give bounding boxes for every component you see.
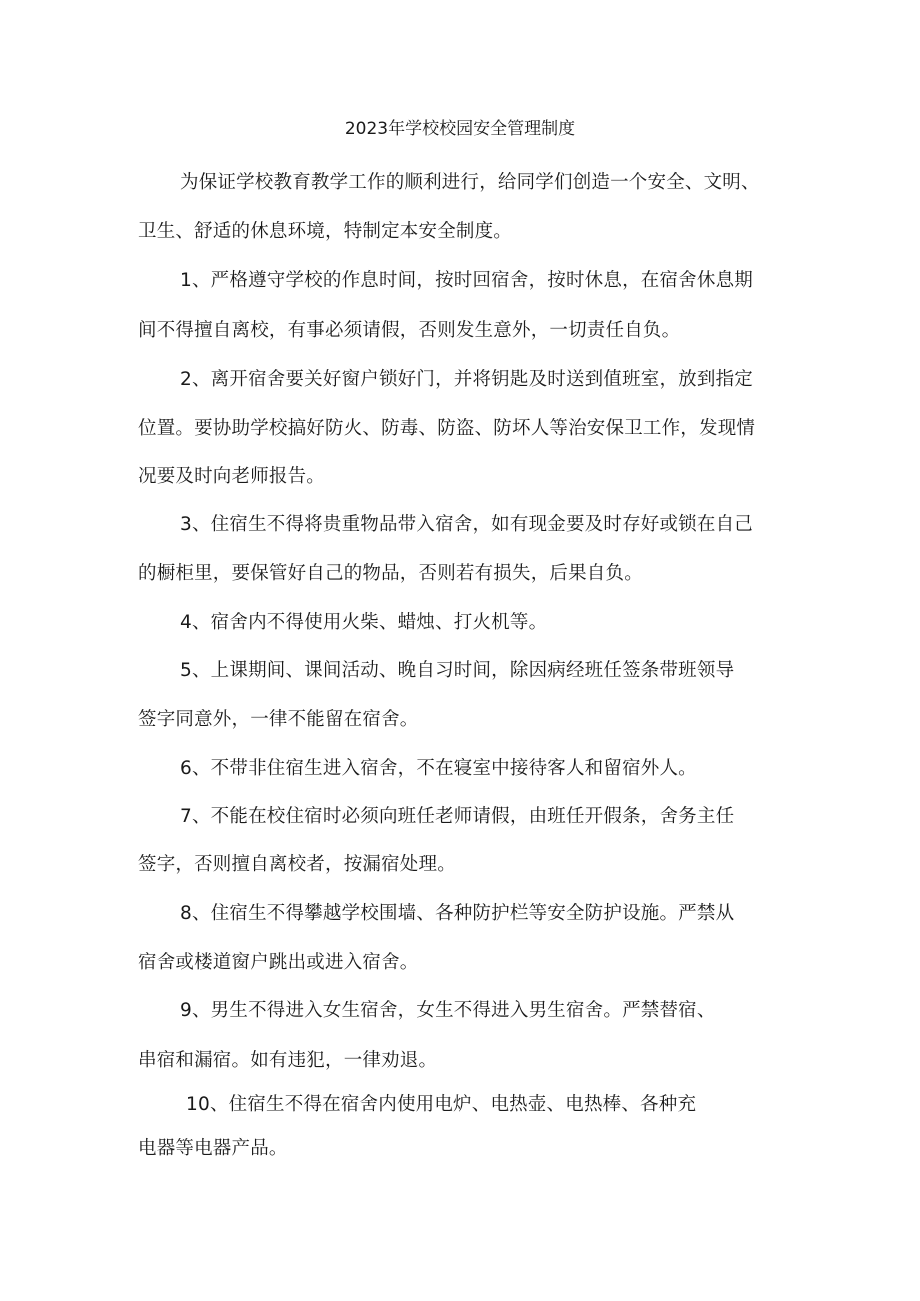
rule-2-line-3: 况要及时向老师报告。 bbox=[138, 466, 326, 487]
rule-8-line-1: 8、住宿生不得攀越学校围墙、各种防护栏等安全防护设施。严禁从 bbox=[180, 903, 735, 924]
rule-8-line-2: 宿舍或楼道窗户跳出或进入宿舍。 bbox=[138, 952, 419, 973]
intro-line-2: 卫生、舒适的休息环境，特制定本安全制度。 bbox=[138, 221, 513, 242]
intro-line-1: 为保证学校教育教学工作的顺利进行，给同学们创造一个安全、文明、 bbox=[180, 172, 760, 193]
rule-9-line-1: 9、男生不得进入女生宿舍，女生不得进入男生宿舍。严禁替宿、 bbox=[180, 1000, 716, 1021]
rule-9-line-2: 串宿和漏宿。如有违犯，一律劝退。 bbox=[138, 1050, 438, 1071]
rule-1-line-1: 1、严格遵守学校的作息时间，按时回宿舍，按时休息，在宿舍休息期 bbox=[180, 270, 753, 291]
rule-6-line-1: 6、不带非住宿生进入宿舍，不在寝室中接待客人和留宿外人。 bbox=[180, 758, 697, 779]
rule-1-line-2: 间不得擅自离校，有事必须请假，否则发生意外，一切责任自负。 bbox=[138, 320, 681, 341]
rule-3-line-1: 3、住宿生不得将贵重物品带入宿舍，如有现金要及时存好或锁在自己 bbox=[180, 514, 753, 535]
rule-5-line-2: 签字同意外，一律不能留在宿舍。 bbox=[138, 709, 419, 730]
rule-2-line-2: 位置。要协助学校搞好防火、防毒、防盗、防坏人等治安保卫工作，发现情 bbox=[138, 418, 756, 439]
rule-5-line-1: 5、上课期间、课间活动、晚自习时间，除因病经班任签条带班领导 bbox=[180, 660, 735, 681]
rule-3-line-2: 的橱柜里，要保管好自己的物品，否则若有损失，后果自负。 bbox=[138, 563, 643, 584]
rule-2-line-1: 2、离开宿舍要关好窗户锁好门，并将钥匙及时送到值班室，放到指定 bbox=[180, 369, 753, 390]
rule-7-line-1: 7、不能在校住宿时必须向班任老师请假，由班任开假条，舍务主任 bbox=[180, 806, 735, 827]
rule-10-line-2: 电器等电器产品。 bbox=[138, 1138, 288, 1159]
rule-7-line-2: 签字，否则擅自离校者，按漏宿处理。 bbox=[138, 854, 456, 875]
rule-4-line-1: 4、宿舍内不得使用火柴、蜡烛、打火机等。 bbox=[180, 612, 548, 633]
document-title: 2023年学校校园安全管理制度 bbox=[344, 119, 576, 139]
rule-10-line-1: 10、住宿生不得在宿舍内使用电炉、电热壶、电热棒、各种充 bbox=[186, 1094, 697, 1115]
